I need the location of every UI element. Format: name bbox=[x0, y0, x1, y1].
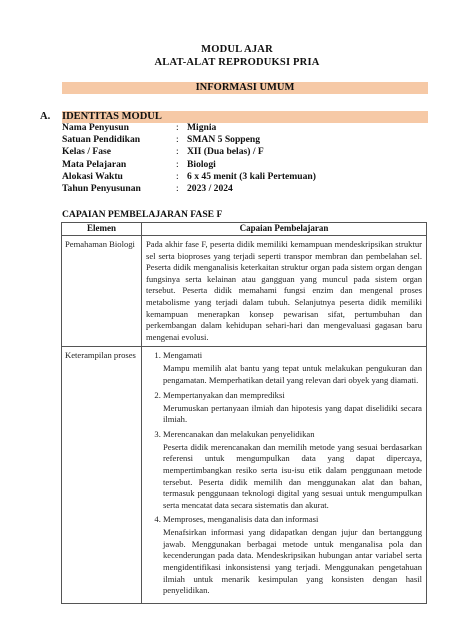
col-header-cp: Capaian Pembelajaran bbox=[142, 223, 427, 236]
identity-label: Tahun Penyusunan bbox=[62, 182, 141, 194]
step-text: Mampu memilih alat bantu yang tepat untuk melakukan pengukuran dan pengamatan. Memperhatikan detail yang relevan dari obyek yang diamati. bbox=[163, 363, 422, 385]
table-row bbox=[62, 347, 427, 604]
step-text: Merumuskan pertanyaan ilmiah dan hipotesis yang dapat diselidiki secara ilmiah. bbox=[163, 402, 422, 425]
section-a-title: IDENTITAS MODUL bbox=[62, 111, 162, 122]
doc-title-line1: MODUL AJAR bbox=[201, 44, 273, 55]
step-text: Peserta didik merencanakan dan memilih metode yang sesuai berdasarkan referensi untuk mengumpulkan data yang dapat dipercaya, mempertimbangkan resiko serta isu-isu etik dalam penggunaan metode tersebut. Peserta didik memilih dan menggunakan alat dan bahan, termasuk penggunaan teknologi digital yang sesuai untuk mengumpulkan serta mencatat data secara sistematis dan akurat. bbox=[163, 441, 422, 510]
list-item bbox=[163, 429, 422, 512]
list-item bbox=[163, 390, 422, 426]
step-title: Merencanakan dan melakukan penyelidikan bbox=[163, 428, 315, 439]
identity-colon: : bbox=[176, 134, 179, 146]
identity-label: Mata Pelajaran bbox=[62, 158, 127, 170]
identity-label: Nama Penyusun bbox=[62, 122, 129, 133]
step-title: Mengamati bbox=[163, 350, 203, 361]
identity-value: Mignia bbox=[187, 122, 217, 133]
step-text: Menafsirkan informasi yang didapatkan dengan jujur dan bertanggung jawab. Menggunakan berbagai metode untuk menganalisa pola dan kecenderungan pada data. Mendeskripsikan hubungan antar variabel serta mengidentifikasi inkonsistensi yang terjadi. Menggunakan pengetahuan ilmiah untuk menarik kesimpulan yang konsisten dengan hasil penyelidikan. bbox=[163, 527, 422, 596]
identity-colon: : bbox=[176, 182, 179, 194]
identity-colon: : bbox=[176, 158, 179, 170]
identity-value: XII (Dua belas) / F bbox=[187, 146, 264, 158]
col-header-elemen: Elemen bbox=[62, 223, 142, 236]
identity-value: Biologi bbox=[187, 158, 216, 170]
identity-colon: : bbox=[176, 170, 179, 182]
list-item bbox=[163, 514, 422, 597]
list-item bbox=[163, 350, 422, 386]
cell-elemen: Pemahaman Biologi bbox=[62, 236, 142, 347]
identity-colon: : bbox=[176, 122, 179, 133]
info-title: INFORMASI UMUM bbox=[195, 82, 295, 93]
identity-value: 6 x 45 menit (3 kali Pertemuan) bbox=[187, 170, 316, 182]
identity-label: Kelas / Fase bbox=[62, 146, 112, 158]
cell-cp bbox=[142, 347, 427, 604]
identity-label: Satuan Pendidikan bbox=[62, 134, 141, 146]
table-row bbox=[62, 236, 427, 347]
cell-elemen: Keterampilan proses bbox=[62, 347, 142, 604]
table-header-row bbox=[62, 223, 427, 236]
identity-label: Alokasi Waktu bbox=[62, 170, 123, 182]
cell-cp: Pada akhir fase F, peserta didik memiliki kemampuan mendeskripsikan struktur sel serta bioproses yang terjadi seperti transpor membran dan pembelahan sel. Peserta didik menganalisis keterkaitan struktur organ pada sistem organ dengan fungsinya serta kelainan atau gangguan yang muncul pada sistem organ tersebut. Peserta didik memahami fungsi enzim dan mengenal proses metabolisme yang terjadi dalam tubuh. Selanjutnya peserta didik memiliki kemampuan menerapkan konsep pewarisan sifat, pertumbuhan dan perkembangan dalam kehidupan sehari-hari dan mengevaluasi gagasan baru mengenai evolusi. bbox=[142, 236, 427, 347]
section-a-number: A. bbox=[40, 111, 51, 122]
identity-value: 2023 / 2024 bbox=[187, 182, 233, 194]
doc-title-line2: ALAT-ALAT REPRODUKSI PRIA bbox=[154, 57, 320, 68]
cp-table bbox=[61, 222, 427, 604]
identity-value: SMAN 5 Soppeng bbox=[187, 134, 261, 146]
identity-colon: : bbox=[176, 146, 179, 158]
cp-heading: CAPAIAN PEMBELAJARAN FASE F bbox=[62, 209, 223, 220]
step-title: Memproses, menganalisis data dan informasi bbox=[163, 514, 319, 525]
process-steps-list bbox=[146, 350, 422, 597]
step-title: Mempertanyakan dan memprediksi bbox=[163, 389, 285, 400]
